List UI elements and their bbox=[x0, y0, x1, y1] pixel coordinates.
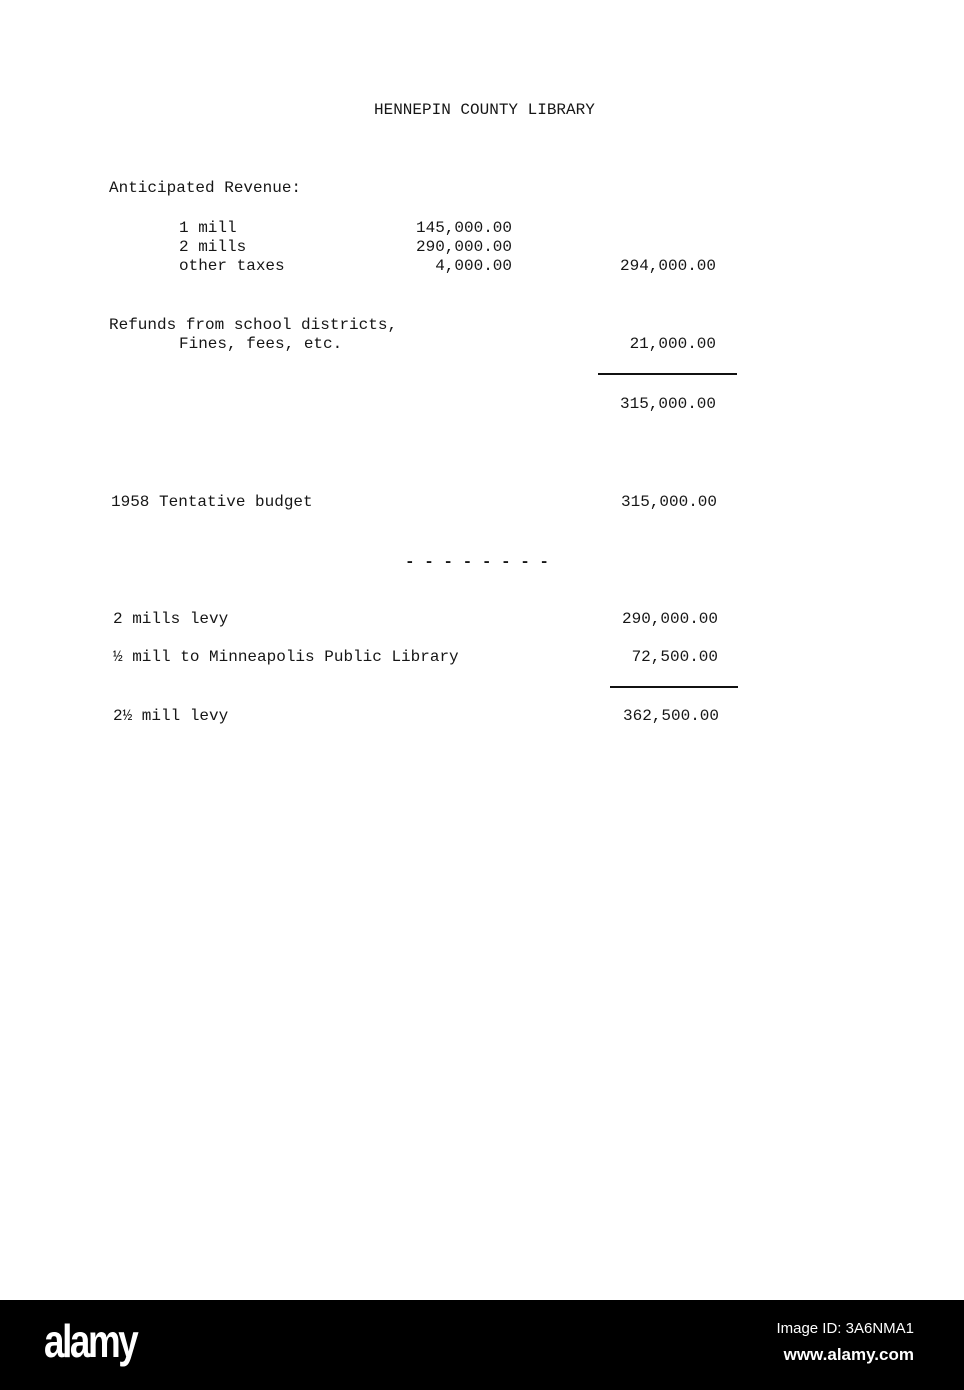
watermark-bar bbox=[0, 1300, 964, 1390]
refunds-label: Refunds from school districts, bbox=[109, 316, 398, 334]
revenue-item-label: 1 mill bbox=[179, 219, 237, 237]
revenue-item-amount: 4,000.00 bbox=[435, 257, 512, 275]
revenue-item-amount: 290,000.00 bbox=[415, 238, 512, 256]
levy-item-label: ½ mill to Minneapolis Public Library bbox=[113, 648, 459, 666]
revenue-item-label: 2 mills bbox=[179, 238, 247, 256]
levy-item-amount: 290,000.00 bbox=[621, 610, 718, 628]
alamy-logo: alamy bbox=[44, 1315, 137, 1367]
revenue-item-amount: 145,000.00 bbox=[415, 219, 512, 237]
refunds-label-2: Fines, fees, etc. bbox=[179, 335, 343, 353]
revenue-heading: Anticipated Revenue: bbox=[109, 179, 302, 197]
section-separator: - - - - - - - - bbox=[405, 553, 550, 571]
levy-sum-rule bbox=[610, 686, 738, 688]
tax-total-amount: 294,000.00 bbox=[619, 257, 716, 275]
refunds-amount: 21,000.00 bbox=[629, 335, 716, 353]
image-id: Image ID: 3A6NMA1 bbox=[776, 1320, 914, 1337]
levy-item-label: 2 mills levy bbox=[113, 610, 229, 628]
watermark-url: www.alamy.com bbox=[783, 1345, 914, 1364]
budget-amount: 315,000.00 bbox=[620, 493, 717, 511]
levy-item-amount: 72,500.00 bbox=[631, 648, 718, 666]
budget-label: 1958 Tentative budget bbox=[111, 493, 313, 511]
document-title: HENNEPIN COUNTY LIBRARY bbox=[374, 101, 595, 119]
levy-total-amount: 362,500.00 bbox=[622, 707, 719, 725]
revenue-total: 315,000.00 bbox=[619, 395, 716, 413]
sum-rule bbox=[598, 373, 737, 375]
levy-total-label: 2½ mill levy bbox=[113, 707, 229, 725]
revenue-item-label: other taxes bbox=[179, 257, 285, 275]
